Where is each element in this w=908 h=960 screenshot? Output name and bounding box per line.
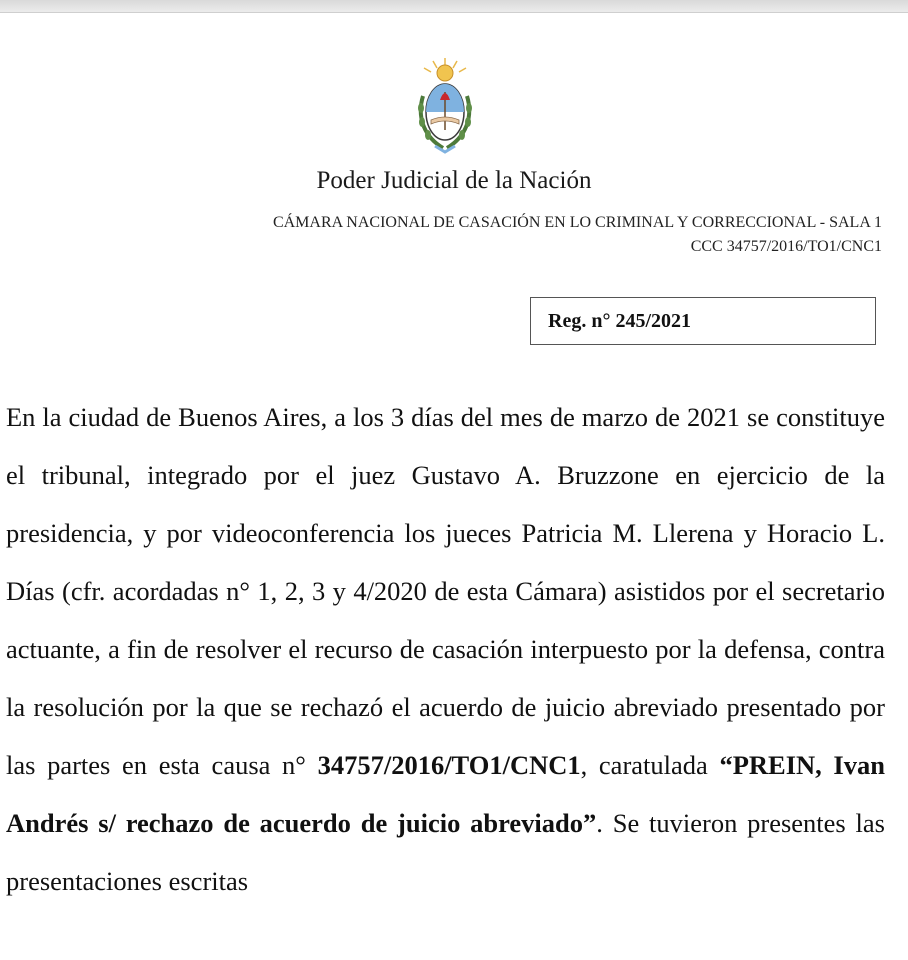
registry-box	[530, 297, 876, 345]
case-reference: CCC 34757/2016/TO1/CNC1	[690, 238, 882, 255]
registry-number: Reg. n° 245/2021	[548, 310, 691, 332]
chamber-name: CÁMARA NACIONAL DE CASACIÓN EN LO CRIMINAL Y CORRECCIONAL - SALA 1	[272, 214, 882, 231]
body-text-1: En la ciudad de Buenos Aires, a los 3 días del mes de marzo de 2021 se constituye el tribunal, integrado por el juez Gustavo A. Bruzzone en ejercicio de la presidencia, y por videoconferencia los jueces Patricia M. Llerena y Horacio L. Días (cfr. acordadas n° 1, 2, 3 y 4/2020 de esta Cámara) asistidos por el secretario actuante, a fin de resolver el recurso de casación interpuesto por la defensa, contra la resolución por la que se rechazó el acuerdo de juicio abreviado presentado por las partes en esta causa n°	[6, 402, 885, 780]
case-title: “PREIN, Ivan Andrés s/ rechazo de acuerdo de juicio abreviado”	[6, 750, 885, 838]
court-name: Poder Judicial de la Nación	[316, 167, 592, 194]
case-number: 34757/2016/TO1/CNC1	[317, 750, 581, 780]
body-paragraph	[6, 388, 885, 910]
top-scroll-edge	[0, 0, 908, 13]
body-text-3: . Se tuvieron presentes las presentaciones escritas	[6, 808, 885, 896]
body-text-2: , caratulada	[580, 750, 720, 780]
coat-of-arms-argentina-icon	[411, 56, 479, 156]
